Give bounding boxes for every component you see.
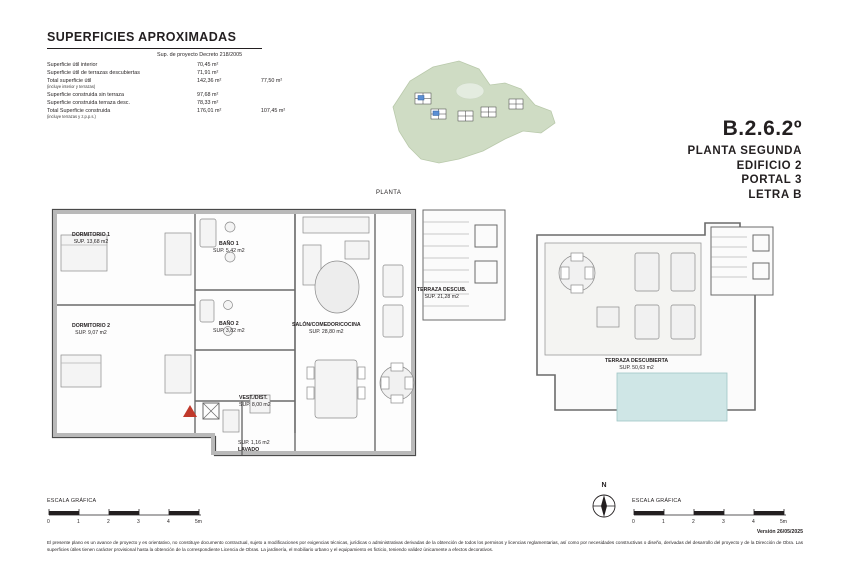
site-plot-shape: [393, 61, 555, 163]
surface-value-1: 176,01 m²: [197, 108, 222, 115]
room-area: SUP. 28,80 m2: [309, 329, 344, 336]
scale-tick: 5m: [780, 519, 787, 525]
room-area: SUP. 21,28 m2: [424, 294, 459, 301]
compass-north-label: N: [601, 482, 607, 489]
surface-value-2: [261, 61, 322, 69]
legal-disclaimer: El presente plano es un avance de proyecto y es orientativo, no constituye documento contractual, sujeto a modificaciones por exigencias técnicas, jurídicas o administrativas derivadas de la obtención de todos los permisos y licencias reglamentarias, así como por necesidades constructivas o diseño, derivadas del desarrollo del proyecto y de la Dirección de Obra. Las superficies útiles tienen carácter provisional hasta la obtención de la correspondiente Licencia de Obras. La jardinería, el mobiliario urbano y el equipamiento es ficticio, teniendo validez únicamente a efectos decorativos.: [47, 540, 803, 552]
surfaces-rows: [47, 61, 322, 120]
surface-value-1: 97,68 m²: [197, 91, 219, 98]
room-name: LAVADO: [238, 447, 260, 454]
surface-value-1: 142,36 m²: [197, 78, 222, 85]
scale-bar-right: [632, 498, 802, 527]
unit-building: EDIFICIO 2: [736, 159, 802, 172]
terrace-plan-drawing: [525, 205, 810, 455]
table-row: [47, 91, 322, 99]
room-name: DORMITORIO 1: [72, 232, 110, 238]
scale-bar-graphic: [47, 507, 217, 517]
surface-sublabel: (incluye interior y terrazas): [47, 84, 96, 90]
scale-tick: 0: [47, 519, 50, 525]
room-name: BAÑO 2: [219, 321, 239, 327]
table-row: [47, 99, 322, 107]
scale-tick: 4: [752, 519, 755, 525]
surface-value-2: 107,45 m²: [260, 108, 286, 115]
room-area: SUP. 8,00 m2: [239, 402, 271, 409]
surface-sublabel: (incluye terrazas y z.p.p.s.): [47, 114, 96, 120]
compass-icon: [589, 490, 619, 520]
room-area: SUP. 1,16 m2: [238, 440, 270, 446]
planta-label: PLANTA: [376, 190, 402, 196]
unit-title-block: [688, 118, 802, 203]
unit-letter: LETRA B: [748, 189, 802, 202]
surface-label: Total Superficie construida: [47, 108, 111, 115]
surface-label: Superficie útil interior: [47, 62, 98, 69]
table-row: [47, 77, 322, 90]
surface-value-1: 78,33 m²: [197, 99, 219, 106]
room-label-salon: [292, 322, 361, 336]
room-area: SUP. 5,42 m2: [213, 248, 245, 255]
room-area: SUP. 9,07 m2: [75, 330, 107, 337]
surface-value-2: 77,50 m²: [260, 78, 283, 85]
table-row: [47, 69, 322, 77]
room-label-bano-2: [213, 321, 245, 335]
surface-value-2: [261, 91, 322, 99]
room-label-terraza-descubierta: [605, 358, 668, 372]
surfaces-title: SUPERFICIES APROXIMADAS: [47, 30, 237, 44]
surface-value-2: [261, 69, 322, 77]
scale-tick: 3: [722, 519, 725, 525]
pool-shape: [617, 373, 727, 421]
room-name: VEST./DIST.: [239, 395, 268, 401]
scale-tick: 5m: [195, 519, 202, 525]
table-row: [47, 61, 322, 69]
scale-bar-left: [47, 498, 217, 527]
room-area: SUP. 13,68 m2: [73, 239, 109, 246]
surface-label: Total superficie útil: [47, 78, 92, 85]
room-name: BAÑO 1: [219, 241, 239, 247]
surface-value-2: [261, 99, 322, 107]
unit-floor: PLANTA SEGUNDA: [687, 145, 802, 157]
title-underline: [47, 48, 262, 49]
surface-value-1: 71,91 m²: [197, 70, 219, 77]
scale-tick: 2: [107, 519, 110, 525]
scale-tick: 1: [662, 519, 665, 525]
surface-label: Superficie construida sin terraza: [47, 91, 125, 98]
surfaces-column-header: Sup. de proyecto Decreto 218/2005: [157, 52, 243, 58]
room-name: TERRAZA DESCUB.: [417, 287, 467, 293]
surfaces-table: [47, 30, 322, 120]
room-name: TERRAZA DESCUBIERTA: [605, 358, 669, 364]
scale-title: ESCALA GRÁFICA: [47, 498, 97, 504]
surface-label: Superficie construida terraza desc.: [47, 99, 130, 106]
room-name: SALÓN/COMEDOR/COCINA: [292, 322, 361, 328]
site-pool-shape: [456, 83, 484, 99]
scale-bar-graphic: [632, 507, 802, 517]
room-label-dormitorio-2: [72, 323, 110, 337]
room-area: SUP. 3,82 m2: [213, 328, 245, 335]
scale-tick: 3: [137, 519, 140, 525]
scale-tick: 0: [632, 519, 635, 525]
surface-label: Superficie útil de terrazas descubiertas: [47, 70, 140, 77]
scale-tick: 2: [692, 519, 695, 525]
scale-title: ESCALA GRÁFICA: [632, 498, 682, 504]
site-location-map: [355, 55, 585, 175]
compass-rose: [588, 482, 620, 522]
room-label-vest-dist: [239, 395, 271, 409]
room-label-bano-1: [213, 241, 245, 255]
table-row: [47, 107, 322, 120]
room-label-lavado: [238, 440, 270, 454]
version-label: Versión 26/05/2025: [756, 529, 803, 535]
surface-value-1: 70,45 m²: [197, 62, 219, 69]
room-area: SUP. 50,63 m2: [619, 365, 654, 372]
room-name: DORMITORIO 2: [72, 323, 110, 329]
unit-code: B.2.6.2º: [722, 117, 802, 140]
scale-tick: 4: [167, 519, 170, 525]
room-label-dormitorio-1: [72, 232, 110, 246]
floor-plan-drawing: [45, 205, 525, 470]
scale-tick: 1: [77, 519, 80, 525]
room-label-terraza-descub: [417, 287, 466, 301]
unit-portal: PORTAL 3: [741, 174, 802, 187]
